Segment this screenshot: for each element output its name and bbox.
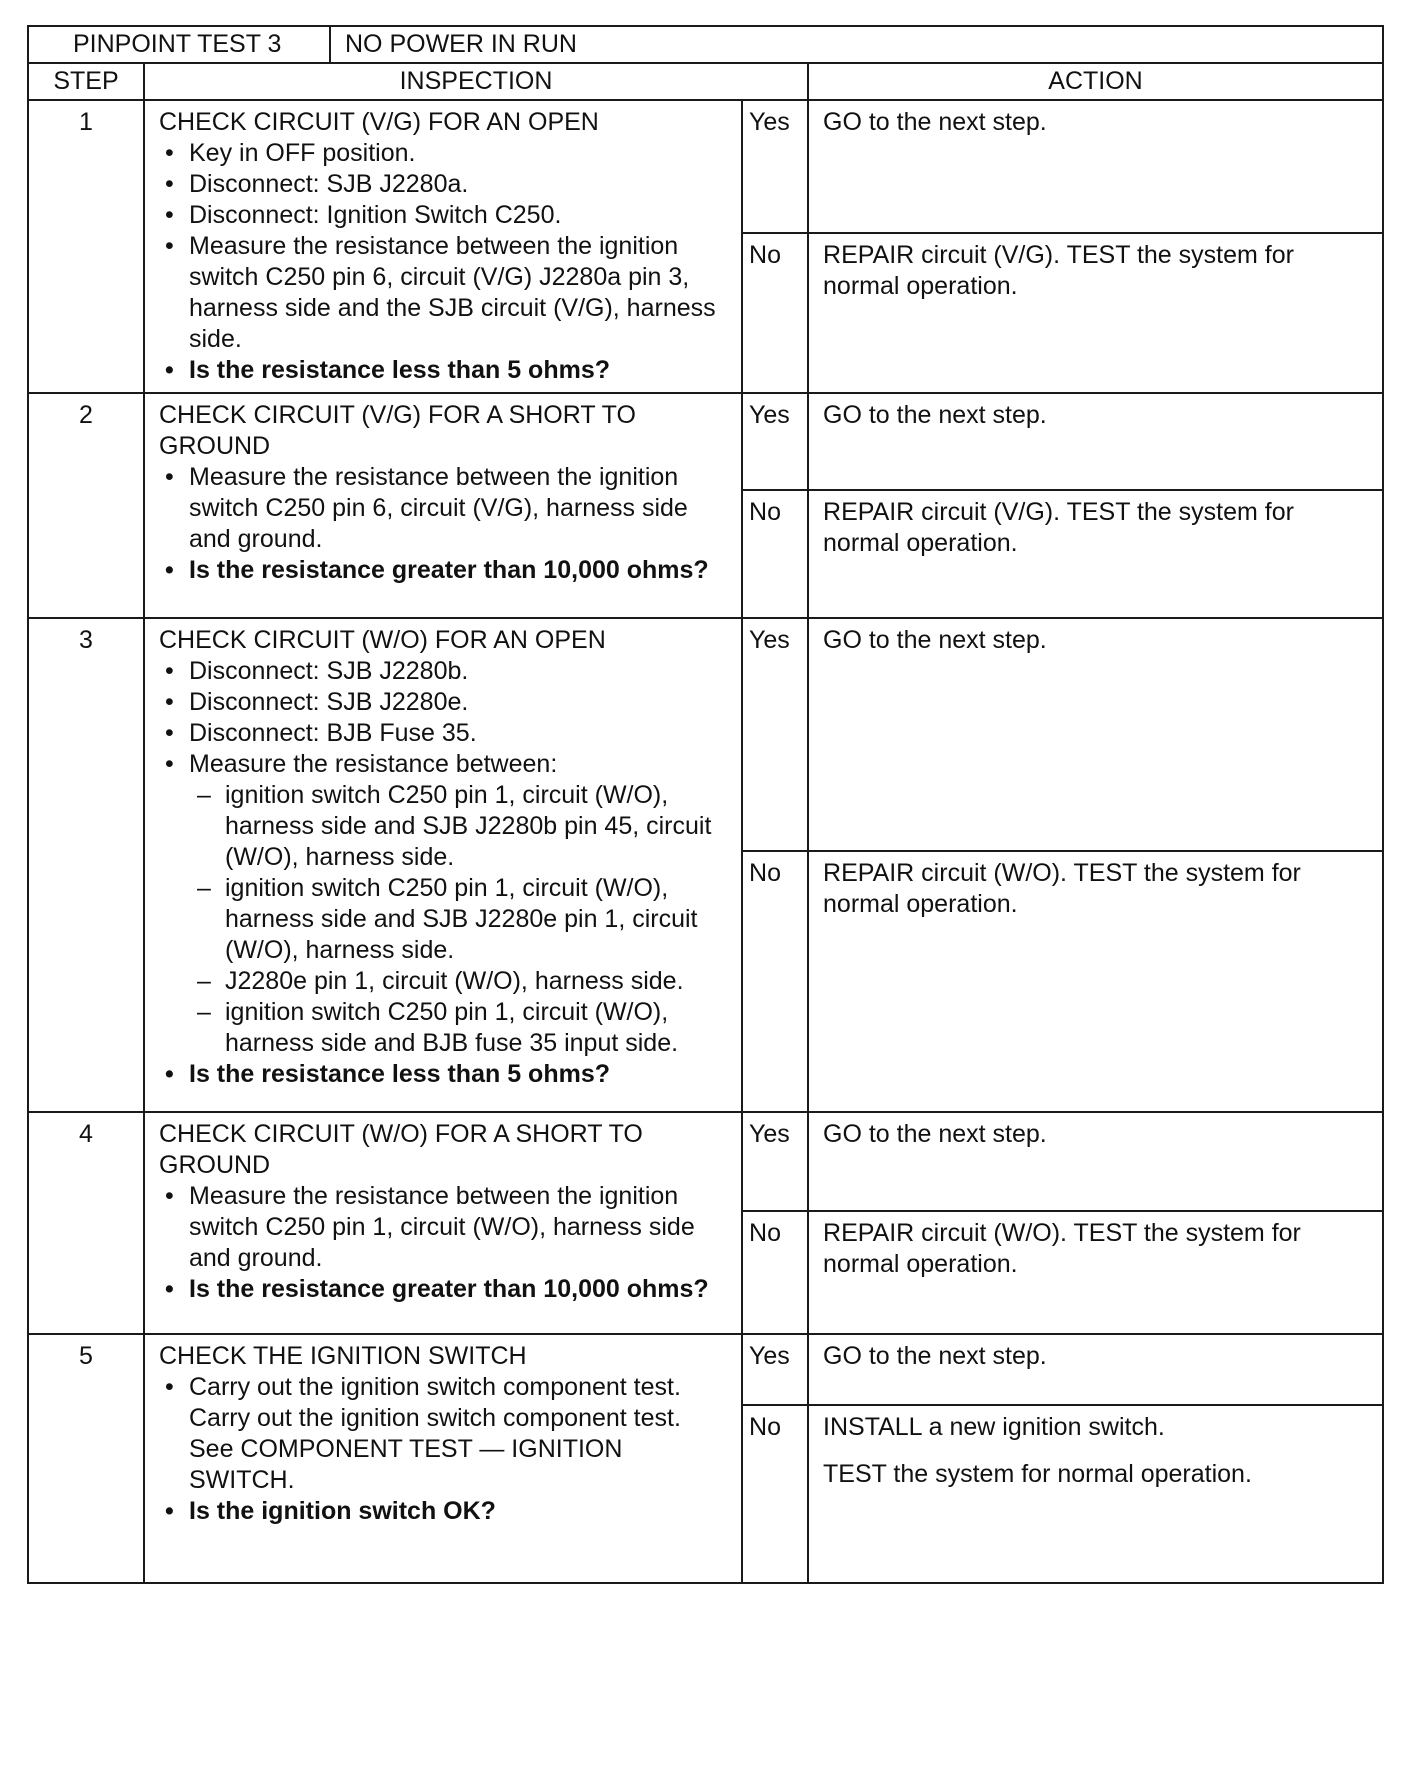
yes-label: Yes	[742, 1112, 808, 1211]
no-label: No	[742, 1405, 808, 1583]
no-action: REPAIR circuit (V/G). TEST the system for normal operation.	[808, 490, 1383, 618]
step-title: CHECK CIRCUIT (W/O) FOR A SHORT TO GROUND	[159, 1120, 643, 1179]
step-inspection	[144, 1112, 742, 1334]
bullet-item: • Measure the resistance between the ignition switch C250 pin 6, circuit (V/G), harness side and ground.	[159, 462, 727, 555]
bullet-item: • Key in OFF position.	[159, 138, 727, 169]
step-question: • Is the resistance greater than 10,000 ohms?	[159, 1274, 727, 1305]
yes-action: GO to the next step.	[808, 618, 1383, 851]
step-number: 2	[28, 393, 144, 618]
step-number: 1	[28, 100, 144, 393]
no-label: No	[742, 851, 808, 1112]
step-1-yes-row	[28, 100, 1383, 233]
bullet-item: • Measure the resistance between the ignition switch C250 pin 1, circuit (W/O), harness side and ground.	[159, 1181, 727, 1274]
step-bullets	[159, 138, 727, 386]
step-question: • Is the resistance greater than 10,000 ohms?	[159, 555, 727, 586]
test-header-left	[28, 26, 742, 63]
pinpoint-test-table	[27, 25, 1384, 1584]
yes-action: GO to the next step.	[808, 1112, 1383, 1211]
yes-label: Yes	[742, 393, 808, 490]
test-header-row	[28, 26, 1383, 63]
bullet-item: • Disconnect: SJB J2280a.	[159, 169, 727, 200]
bullet-item: • Disconnect: SJB J2280b.	[159, 656, 727, 687]
yes-action: GO to the next step.	[808, 393, 1383, 490]
bullet-item: • Disconnect: BJB Fuse 35.	[159, 718, 727, 749]
step-number: 3	[28, 618, 144, 1112]
step-5-yes-row	[28, 1334, 1383, 1405]
yes-label: Yes	[742, 1334, 808, 1405]
yes-action: GO to the next step.	[808, 100, 1383, 233]
bullet-item: • Carry out the ignition switch component test.	[159, 1372, 727, 1403]
dash-item: – ignition switch C250 pin 1, circuit (W/O), harness side and SJB J2280b pin 45, circuit (W/O), harness side.	[189, 780, 727, 873]
test-title: NO POWER IN RUN	[345, 30, 577, 58]
step-inspection	[144, 100, 742, 393]
step-question: • Is the resistance less than 5 ohms?	[159, 1059, 727, 1090]
no-label: No	[742, 490, 808, 618]
yes-action: GO to the next step.	[808, 1334, 1383, 1405]
no-action: INSTALL a new ignition switch.	[823, 1413, 1165, 1441]
column-header-inspection: INSPECTION	[144, 63, 808, 100]
dash-item: – ignition switch C250 pin 1, circuit (W/O), harness side and BJB fuse 35 input side.	[189, 997, 727, 1059]
no-action-cell	[808, 1405, 1383, 1583]
test-header-fill	[742, 26, 1383, 63]
column-header-row	[28, 63, 1383, 100]
step-title: CHECK CIRCUIT (V/G) FOR AN OPEN	[159, 108, 599, 136]
step-4-yes-row	[28, 1112, 1383, 1211]
bullet-item: • Disconnect: SJB J2280e.	[159, 687, 727, 718]
yes-label: Yes	[742, 100, 808, 233]
step-inspection	[144, 393, 742, 618]
dash-list	[189, 780, 727, 1059]
step-bullets	[159, 656, 727, 1090]
no-label: No	[742, 1211, 808, 1334]
no-action-secondary: TEST the system for normal operation.	[823, 1460, 1252, 1488]
step-bullets	[159, 1181, 727, 1305]
dash-item: – ignition switch C250 pin 1, circuit (W/O), harness side and SJB J2280e pin 1, circuit (W/O), harness side.	[189, 873, 727, 966]
step-title: CHECK CIRCUIT (W/O) FOR AN OPEN	[159, 626, 606, 654]
step-title: CHECK THE IGNITION SWITCH	[159, 1342, 527, 1370]
column-header-action: ACTION	[808, 63, 1383, 100]
yes-label: Yes	[742, 618, 808, 851]
step-number: 5	[28, 1334, 144, 1583]
no-action: REPAIR circuit (W/O). TEST the system for normal operation.	[808, 1211, 1383, 1334]
step-inspection	[144, 1334, 742, 1583]
step-inspection	[144, 618, 742, 1112]
no-label: No	[742, 233, 808, 393]
no-action: REPAIR circuit (V/G). TEST the system for normal operation.	[808, 233, 1383, 393]
column-header-step: STEP	[28, 63, 144, 100]
step-question-list	[159, 1496, 727, 1527]
step-bullets	[159, 1372, 727, 1403]
pinpoint-test-sheet	[27, 25, 1382, 1584]
step-bullets	[159, 462, 727, 586]
step-2-yes-row	[28, 393, 1383, 490]
test-label: PINPOINT TEST 3	[29, 27, 331, 62]
step-continuation: Carry out the ignition switch component test. See COMPONENT TEST — IGNITION SWITCH.	[189, 1404, 681, 1494]
step-question: • Is the resistance less than 5 ohms?	[159, 355, 727, 386]
bullet-item: • Measure the resistance between the ignition switch C250 pin 6, circuit (V/G) J2280a pin 3, harness side and the SJB circuit (V/G), harness side.	[159, 231, 727, 355]
step-title: CHECK CIRCUIT (V/G) FOR A SHORT TO GROUND	[159, 401, 636, 460]
step-3-yes-row	[28, 618, 1383, 851]
bullet-item: • Disconnect: Ignition Switch C250.	[159, 200, 727, 231]
bullet-item	[159, 749, 727, 1059]
step-number: 4	[28, 1112, 144, 1334]
dash-item: – J2280e pin 1, circuit (W/O), harness side.	[189, 966, 727, 997]
bullet-text: Measure the resistance between:	[189, 750, 558, 778]
no-action: REPAIR circuit (W/O). TEST the system for normal operation.	[808, 851, 1383, 1112]
step-question: • Is the ignition switch OK?	[159, 1496, 727, 1527]
